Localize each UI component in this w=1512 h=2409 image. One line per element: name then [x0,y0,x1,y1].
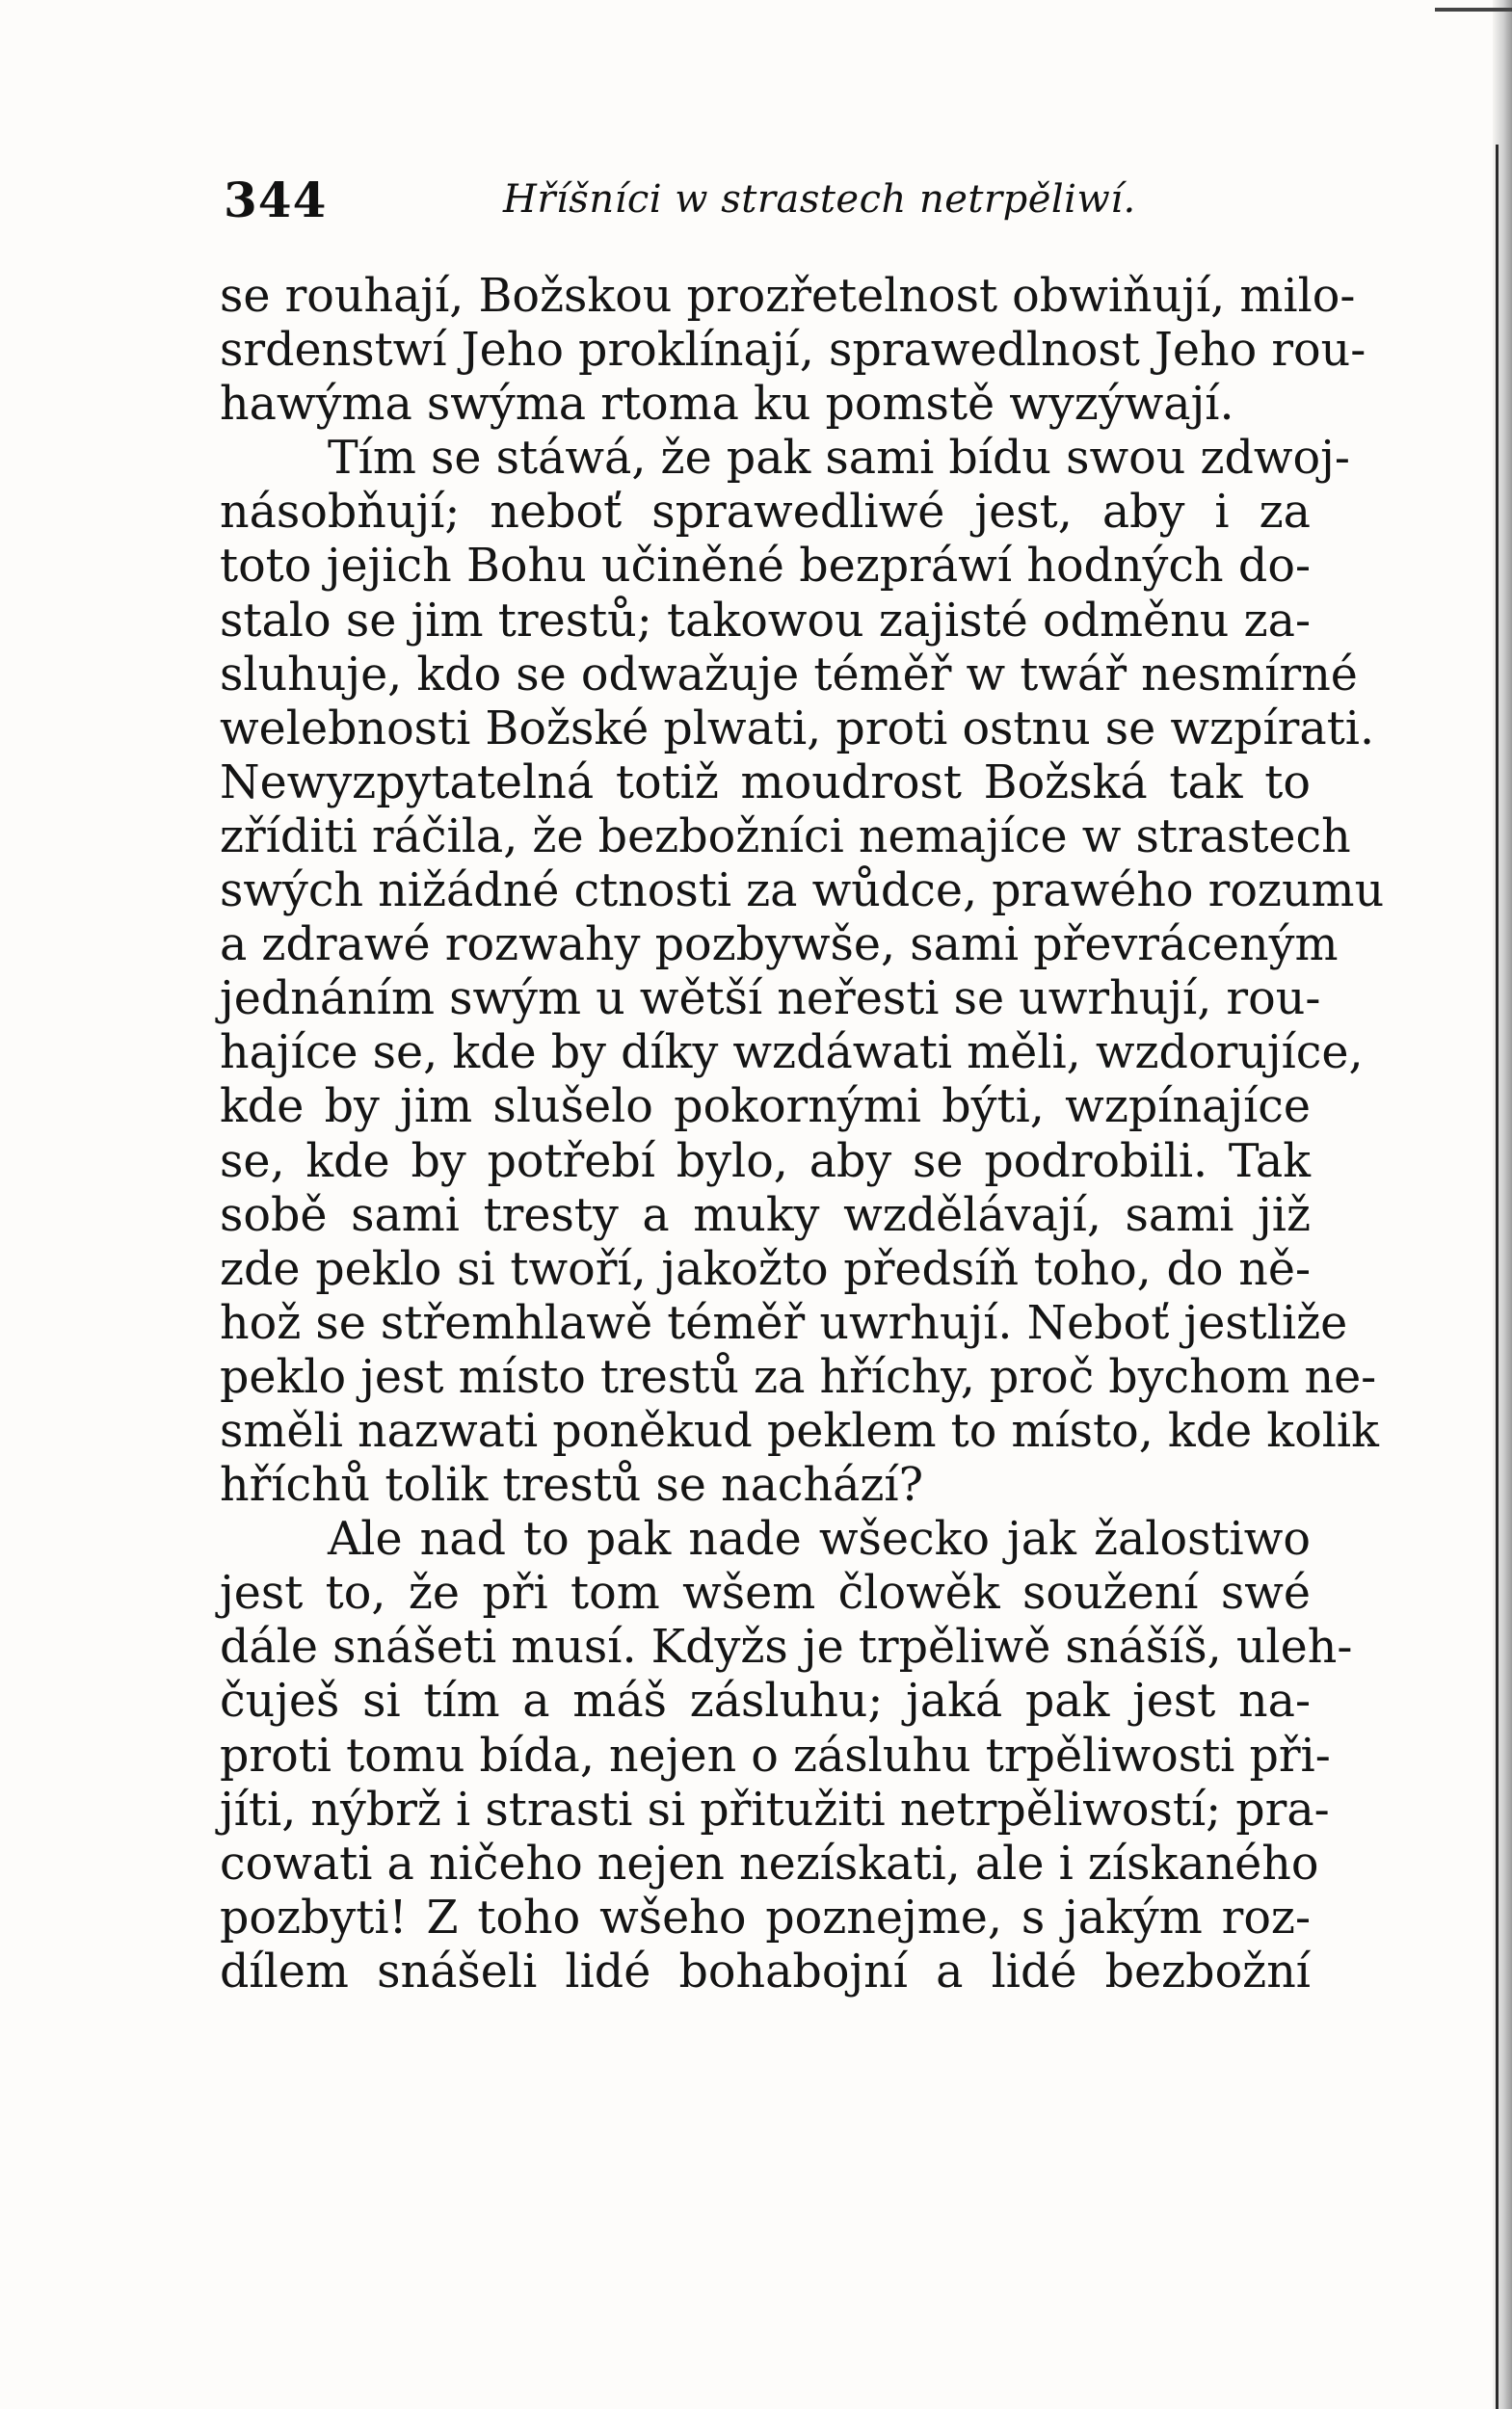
text-line: se rouhají, Božskou prozřetelnost obwiňují, milo- [220,270,1356,323]
text-line: jíti, nýbrž i strasti si přitužiti netrpěliwostí; pra- [220,1783,1330,1837]
text-line: se, kde by potřebí bylo, aby se podrobili. Tak [220,1134,1311,1188]
running-title: Hříšníci w strastech netrpěliwí. [503,177,1136,222]
text-line: welebnosti Božské plwati, proti ostnu se wzpírati. [220,702,1375,755]
text-line: srdenstwí Jeho proklínají, sprawedlnost Jeho rou- [220,324,1366,378]
text-line: Newyzpytatelná totiž moudrost Božská tak to [220,755,1311,809]
text-line: hož se střemhlawě téměř uwrhují. Neboť jestliže [220,1296,1348,1350]
page-header [224,172,1313,239]
text-line: zde peklo si twoří, jakožto předsíň toho, do ně- [220,1242,1311,1296]
text-line: cowati a ničeho nejen nezískati, ale i získaného [220,1837,1319,1891]
text-line: kde by jim slušelo pokornými býti, wzpínajíce [220,1080,1311,1134]
page-edge-mark [1435,8,1512,12]
text-line: jest to, že při tom wšem člowěk soužení swé [220,1567,1311,1621]
text-line: Tím se stáwá, že pak sami bídu swou zdwoj- [328,432,1350,486]
text-line: hříchů tolik trestů se nachází? [220,1459,924,1513]
text-line: stalo se jim trestů; takowou zajisté odměnu za- [220,594,1311,648]
text-line: násobňují; neboť sprawedliwé jest, aby i za [220,486,1311,540]
text-line: čuješ si tím a máš zásluhu; jaká pak jest na- [220,1675,1311,1729]
text-line: peklo jest místo trestů za hříchy, proč bychom ne- [220,1350,1377,1404]
text-line: hajíce se, kde by díky wzdáwati měli, wzdorujíce, [220,1026,1364,1080]
text-line: swých nižádné ctnosti za wůdce, prawého rozumu [220,864,1385,918]
text-line: zříditi ráčila, že bezbožníci nemajíce w strastech [220,809,1351,863]
text-line: Ale nad to pak nade wšecko jak žalostiwo [328,1513,1311,1567]
text-line: pozbyti! Z toho wšeho poznejme, s jakým roz- [220,1891,1311,1945]
text-line: směli nazwati poněkud peklem to místo, kde kolik [220,1404,1379,1458]
text-line: dílem snášeli lidé bohabojní a lidé bezbožní [220,1945,1311,1999]
page-number: 344 [224,172,328,228]
text-line: toto jejich Bohu učiněné bezpráwí hodných do- [220,540,1311,594]
text-line: jednáním swým u wětší neřesti se uwrhují, rou- [220,972,1321,1026]
text-line: a zdrawé rozwahy pozbywše, sami převráceným [220,918,1339,972]
body-text [220,270,1385,1999]
text-line: dále snášeti musí. Kdyžs je trpěliwě snášíš, uleh- [220,1621,1353,1675]
text-line: proti tomu bída, nejen o zásluhu trpěliwosti při- [220,1729,1331,1783]
text-line: sobě sami tresty a muky wzdělávají, sami již [220,1188,1311,1242]
text-line: hawýma swýma rtoma ku pomstě wyzýwají. [220,378,1234,432]
page-edge-rule [1496,145,1499,2409]
text-line: sluhuje, kdo se odwažuje téměř w twář nesmírné [220,648,1358,702]
